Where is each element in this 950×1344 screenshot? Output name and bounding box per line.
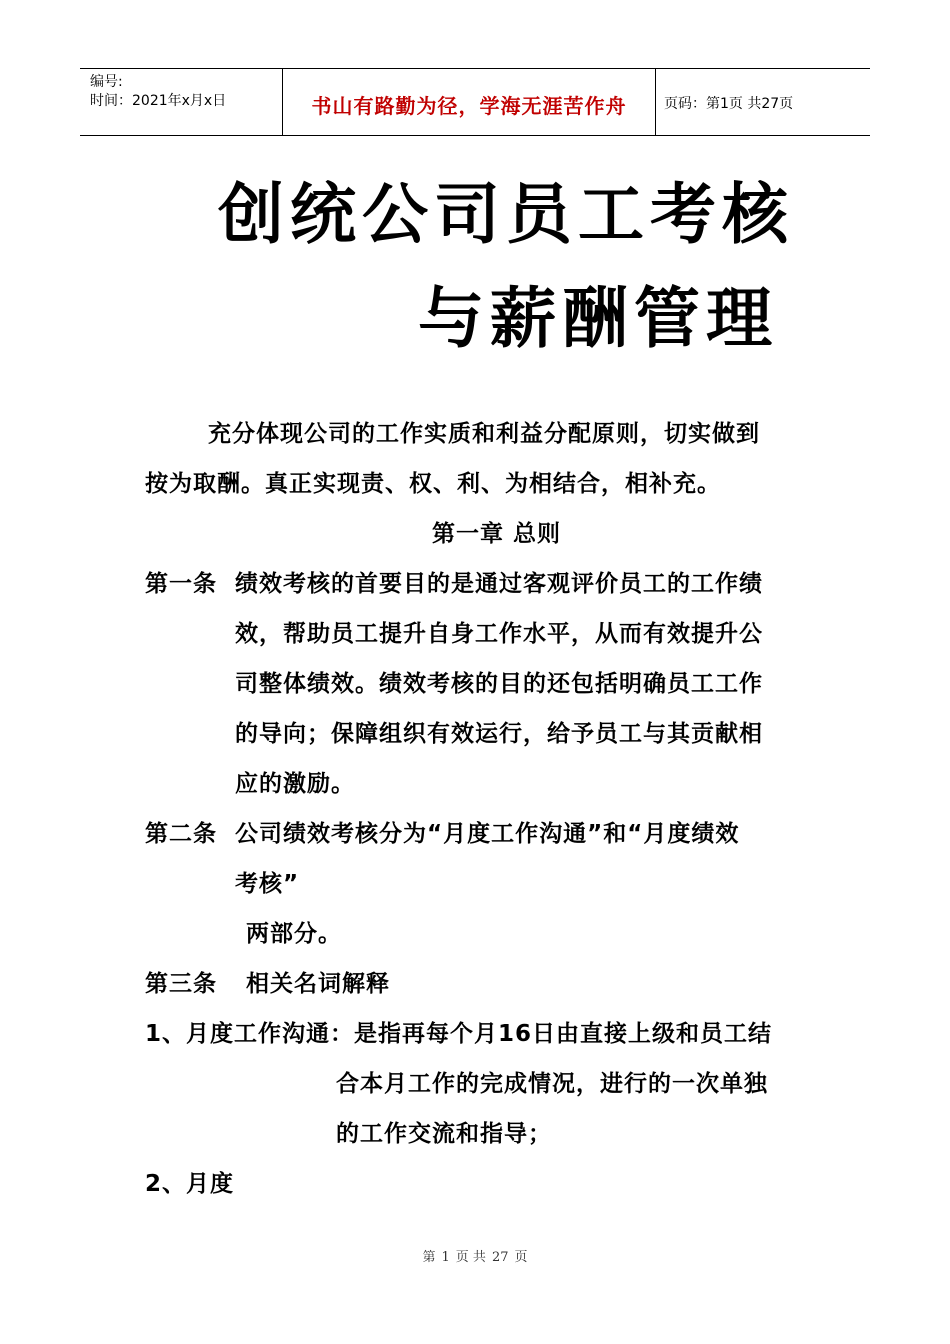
footer-suffix: 页 — [514, 1250, 528, 1265]
article3-label: 第三条 — [145, 971, 217, 997]
header-bottom-rule — [80, 135, 870, 136]
article2-line3: 两部分。 — [246, 921, 342, 947]
item2-line1: 2、月度 — [145, 1171, 235, 1197]
intro-line2: 按为取酬。真正实现责、权、利、为相结合，相补充。 — [145, 471, 721, 497]
article1-line4: 的导向；保障组织有效运行，给予员工与其贡献相 — [235, 721, 763, 747]
footer-mid: 页 共 — [455, 1250, 486, 1265]
article1-line1: 绩效考核的首要目的是通过客观评价员工的工作绩 — [235, 571, 763, 597]
footer-page-number: 1 — [441, 1250, 450, 1265]
header-divider-right — [655, 68, 656, 136]
article1-line2: 效，帮助员工提升自身工作水平，从而有效提升公 — [235, 621, 763, 647]
article2-line1: 公司绩效考核分为“月度工作沟通”和“月度绩效 — [235, 821, 740, 847]
page-info: 页码：第1页 共27页 — [664, 96, 794, 112]
time-label: 时间：2021年x月x日 — [90, 93, 227, 109]
serial-label: 编号: — [90, 74, 123, 90]
article2-label: 第二条 — [145, 821, 217, 847]
document-title-line1: 创统公司员工考核 — [218, 175, 794, 253]
chapter-heading: 第一章 总则 — [432, 521, 562, 547]
page-footer — [0, 1246, 950, 1265]
item1-line2: 合本月工作的完成情况，进行的一次单独 — [336, 1071, 768, 1097]
article1-label: 第一条 — [145, 571, 217, 597]
header-motto: 书山有路勤为径，学海无涯苦作舟 — [311, 94, 627, 118]
header-top-rule — [80, 68, 870, 69]
item1-line1: 1、月度工作沟通：是指再每个月16日由直接上级和员工结 — [145, 1021, 773, 1047]
intro-line1: 充分体现公司的工作实质和利益分配原则，切实做到 — [208, 421, 760, 447]
article3-text: 相关名词解释 — [246, 971, 390, 997]
article1-line3: 司整体绩效。绩效考核的目的还包括明确员工工作 — [235, 671, 763, 697]
article1-line5: 应的激励。 — [235, 771, 355, 797]
footer-prefix: 第 — [422, 1250, 436, 1265]
article2-line2: 考核” — [235, 871, 300, 897]
item1-line3: 的工作交流和指导； — [336, 1121, 552, 1147]
footer-total-pages: 27 — [491, 1250, 509, 1265]
document-title-line2: 与薪酬管理 — [418, 279, 778, 357]
